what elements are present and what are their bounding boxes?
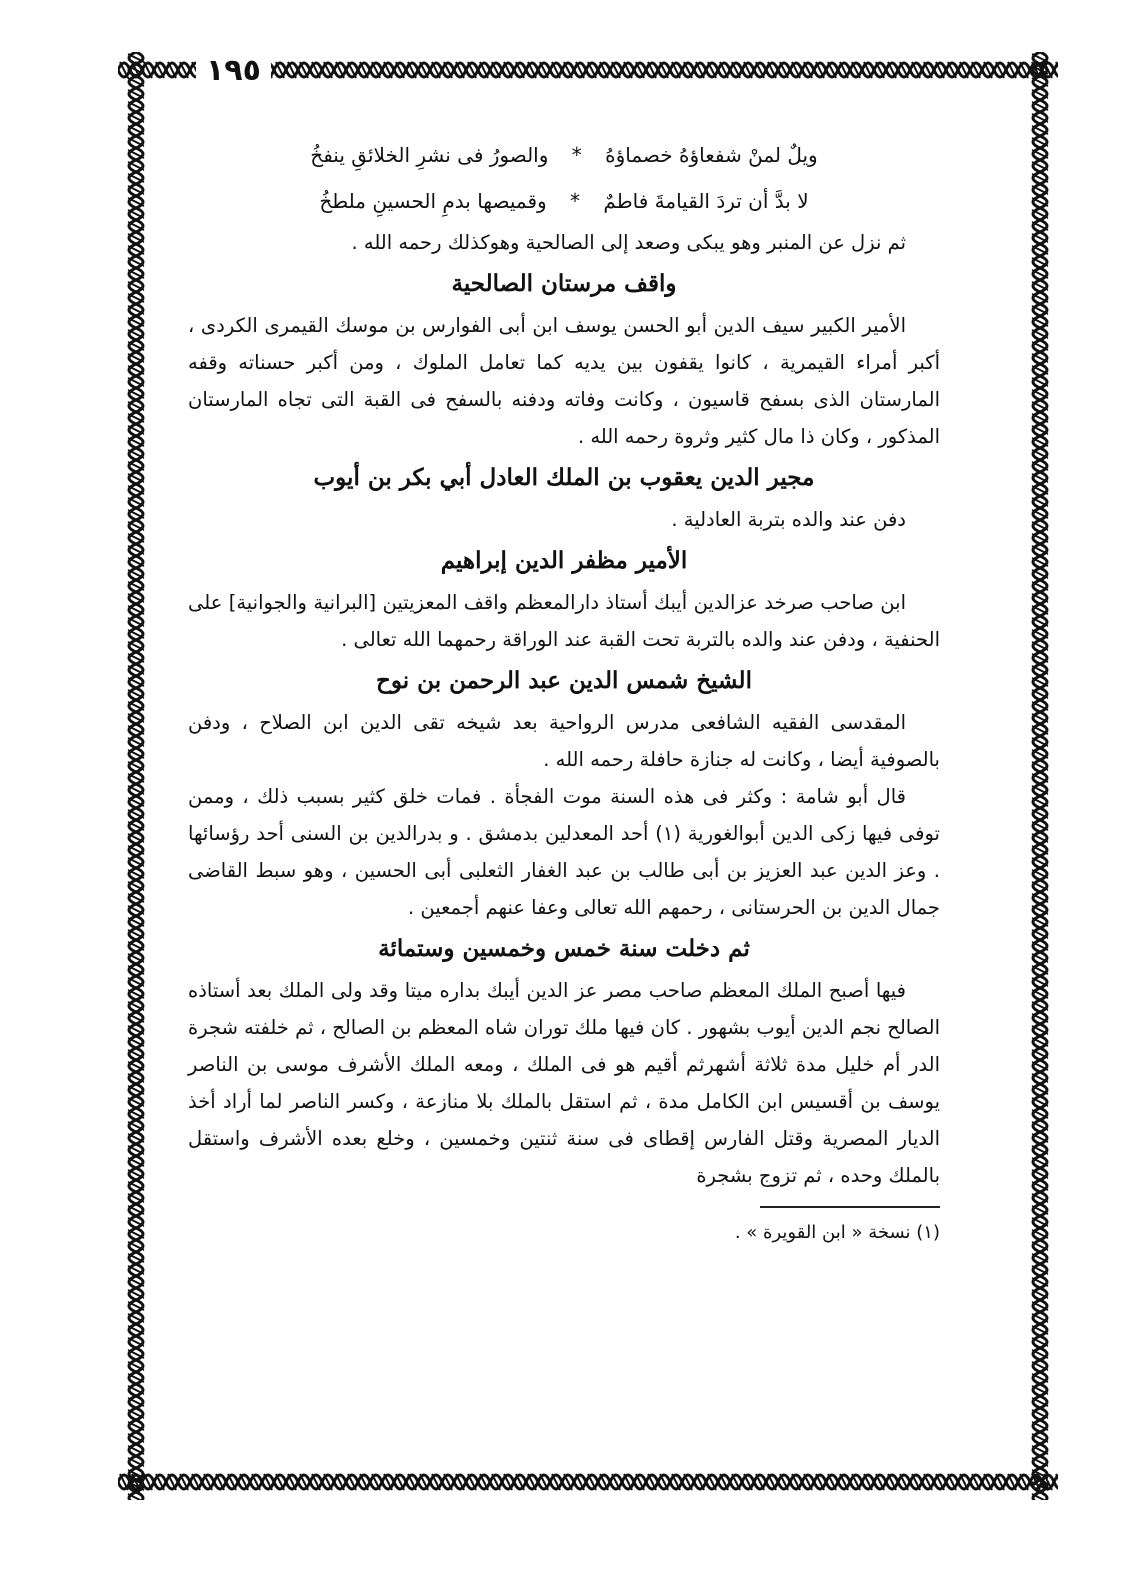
verse-line (188, 132, 940, 178)
ornamental-border-left (118, 52, 154, 1500)
section-heading: الأمير مظفر الدين إبراهيم (440, 547, 688, 574)
paragraph: فيها أصبح الملك المعظم صاحب مصر عز الدين أيبك بداره ميتا وقد ولى الملك بعد أستاذه الصالح نجم الدين أيوب بشهور . كان فيها ملك توران شاه المعظم بن الصالح ، ثم خلفته شجرة الدر أم خليل مدة ثلاثة أشهرثم أقيم هو فى الملك ، ومعه الملك الأشرف موسى بن الناصر يوسف بن أقسيس ابن الكامل مدة ، ثم استقل بالملك بلا منازعة ، وكسر الناصر لما أراد أخذ الديار المصرية وقتل الفارس إقطاى فى سنة ثنتين وخمسين ، وخلع بعده الأشرف واستقل بالملك وحده ، ثم تزوج بشجرة (188, 979, 940, 1187)
paragraph: الأمير الكبير سيف الدين أبو الحسن يوسف ابن أبى الفوارس بن موسك القيمرى الكردى ، أكبر أمراء القيمرية ، كانوا يقفون بين يديه كما تعامل الملوك ، ومن أكبر حسناته وقفه المارستان الذى بسفح قاسيون ، وكانت وفاته ودفنه بالسفح فى القبة التى تجاه المارستان المذكور ، وكان ذا مال كثير وثروة رحمه الله . (188, 314, 940, 448)
verse-line (188, 178, 940, 224)
section-heading: الشيخ شمس الدين عبد الرحمن بن نوح (376, 667, 752, 694)
verse-separator: * (571, 143, 582, 167)
verse-separator: * (570, 189, 581, 213)
verse-right-hemistich: لا بدَّ أن تردَ القيامةَ فاطمٌ (603, 189, 809, 213)
ornamental-border-bottom (118, 1464, 1058, 1500)
section-heading: ثم دخلت سنة خمس وخمسين وستمائة (378, 935, 750, 962)
footnote-divider (760, 1206, 940, 1208)
paragraph: المقدسى الفقيه الشافعى مدرس الرواحية بعد شيخه تقى الدين ابن الصلاح ، ودفن بالصوفية أيضا ، وكانت له جنازة حافلة رحمه الله . (188, 711, 940, 771)
section-heading: واقف مرستان الصالحية (451, 270, 677, 297)
footnote-marker: (١) (916, 1222, 940, 1243)
verse-left-hemistich: والصورُ فى نشرِ الخلائقِ ينفخُ (310, 143, 549, 167)
paragraph: ثم نزل عن المنبر وهو يبكى وصعد إلى الصالحية وهوكذلك رحمه الله . (351, 231, 906, 254)
section-heading: مجير الدين يعقوب بن الملك العادل أبي بكر بن أيوب (313, 464, 815, 491)
page-body (188, 132, 940, 1250)
footnote-text: نسخة « ابن القويرة » . (734, 1222, 911, 1243)
footnote (188, 1216, 940, 1250)
paragraph: دفن عند والده بتربة العادلية . (671, 508, 906, 531)
page-number: ١٩٥ (196, 54, 271, 88)
paragraph: ابن صاحب صرخد عزالدين أيبك أستاذ دارالمعظم واقف المعزيتين [البرانية والجوانية] على الحنفية ، ودفن عند والده بالتربة تحت القبة عند الوراقة رحمهما الله تعالى . (188, 591, 940, 651)
verse-left-hemistich: وقميصها بدمِ الحسينِ ملطخُ (319, 189, 547, 213)
paragraph: قال أبو شامة : وكثر فى هذه السنة موت الفجأة . فمات خلق كثير بسبب ذلك ، وممن توفى فيها زكى الدين أبوالغورية (١) أحد المعدلين بدمشق . و بدرالدين بن السنى أحد رؤسائها . وعز الدين عبد العزيز بن أبى طالب بن عبد الغفار الثعلبى أبى الحسين ، وهو سبط القاضى جمال الدين بن الحرستانى ، رحمهم الله تعالى وعفا عنهم أجمعين . (188, 785, 940, 919)
ornamental-border-right (1022, 52, 1058, 1500)
verse-right-hemistich: ويلٌ لمنْ شفعاؤهُ خصماؤهُ (605, 143, 818, 167)
